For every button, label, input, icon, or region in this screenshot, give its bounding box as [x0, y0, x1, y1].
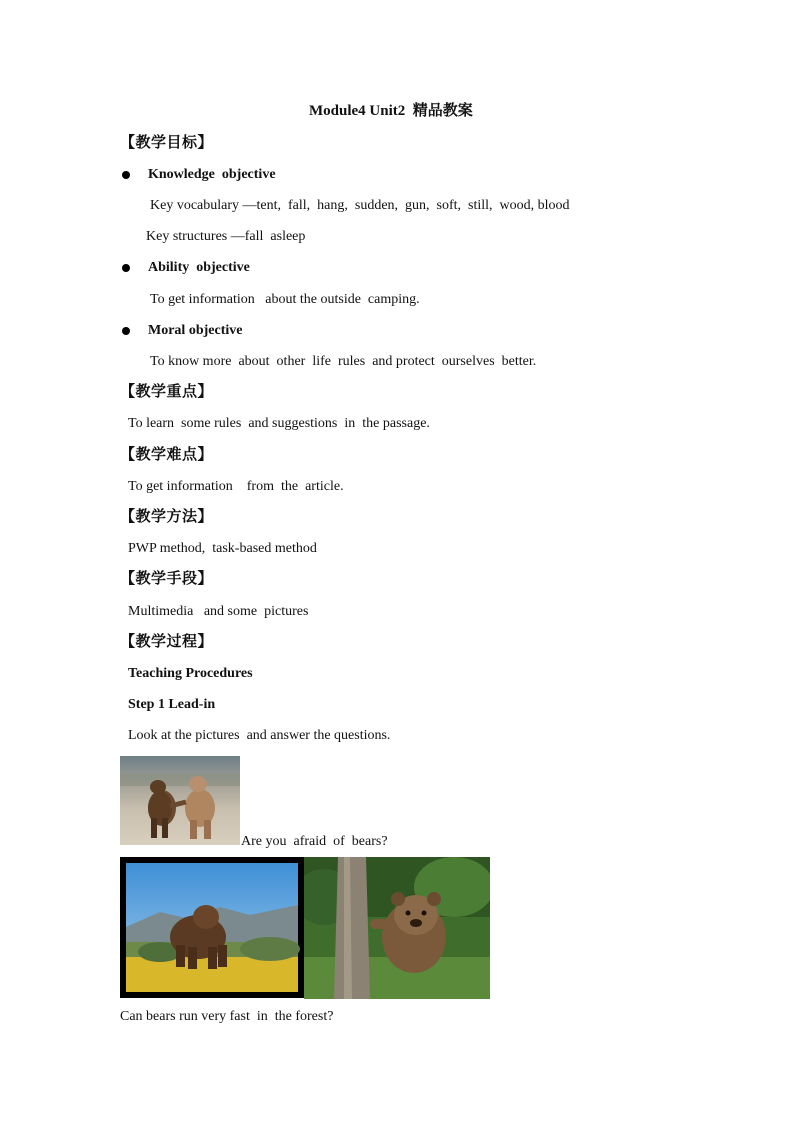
difficulties-text: To get information from the article.	[128, 479, 344, 494]
key-points-text: To learn some rules and suggestions in the passage.	[128, 416, 430, 431]
bullet-icon	[122, 327, 130, 335]
step1-label: Step 1 Lead-in	[128, 697, 216, 712]
process-heading: 【教学过程】	[120, 634, 214, 650]
document-title: Module4 Unit2 精品教案	[309, 103, 473, 119]
ability-objective-text: To get information about the outside camping.	[150, 292, 420, 307]
difficulties-heading: 【教学难点】	[120, 447, 214, 463]
key-structures: Key structures —fall asleep	[146, 229, 306, 244]
lead-in-instruction: Look at the pictures and answer the questions.	[128, 728, 391, 743]
means-heading: 【教学手段】	[120, 571, 214, 587]
knowledge-objective-label: Knowledge objective	[148, 167, 276, 182]
methods-heading: 【教学方法】	[120, 509, 214, 525]
means-text: Multimedia and some pictures	[128, 604, 309, 619]
methods-text: PWP method, task-based method	[128, 541, 317, 556]
key-points-heading: 【教学重点】	[120, 384, 214, 400]
question-afraid-of-bears: Are you afraid of bears?	[241, 834, 388, 849]
ability-objective-label: Ability objective	[148, 260, 250, 275]
objectives-heading: 【教学目标】	[120, 135, 214, 151]
bear-behind-tree-image	[304, 857, 490, 999]
bullet-icon	[122, 171, 130, 179]
bullet-icon	[122, 264, 130, 272]
bear-cubs-image	[120, 756, 240, 845]
question-bears-run-fast: Can bears run very fast in the forest?	[120, 1009, 334, 1024]
teaching-procedures-label: Teaching Procedures	[128, 666, 253, 681]
grizzly-bear-image	[120, 857, 304, 998]
key-vocabulary: Key vocabulary —tent, fall, hang, sudden, gun, soft, still, wood, blood	[150, 198, 570, 213]
moral-objective-label: Moral objective	[148, 323, 243, 338]
moral-objective-text: To know more about other life rules and protect ourselves better.	[150, 354, 537, 369]
